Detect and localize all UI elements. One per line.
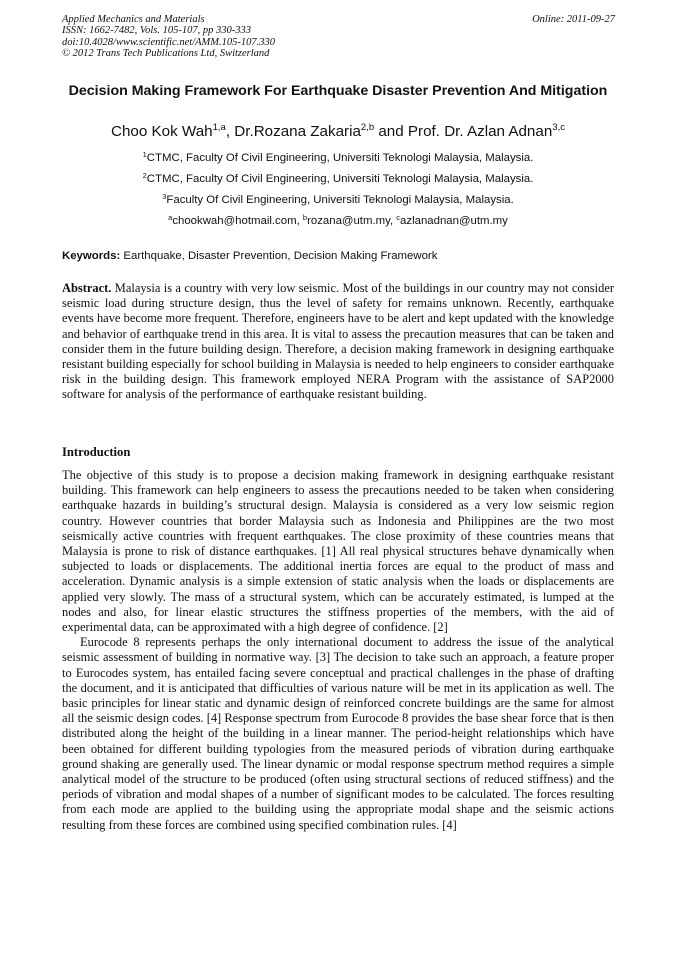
affiliation-2 [62,172,614,186]
author-name: Dr.Rozana Zakaria [234,123,361,140]
affiliation-text: Faculty Of Civil Engineering, Universiti Teknologi Malaysia, Malaysia. [166,194,514,206]
author-list [62,122,614,142]
email-line [62,214,614,228]
affiliation-3 [62,193,614,207]
email-superscript: a [168,213,173,222]
introduction-body [62,468,614,833]
keywords-text: Earthquake, Disaster Prevention, Decision Making Framework [120,250,438,262]
doi-line: doi:10.4028/www.scientific.net/AMM.105-107.330 [62,36,275,48]
affiliation-superscript: 1 [142,150,147,159]
affiliation-superscript: 2 [142,171,147,180]
abstract-label: Abstract. [62,281,112,295]
section-heading-introduction: Introduction [62,445,131,459]
author-name: Prof. Dr. Azlan Adnan [407,123,553,140]
email-superscript: c [396,213,401,222]
journal-header [62,14,275,60]
author-separator: , [225,123,235,140]
paragraph: The objective of this study is to propose a decision making framework in designing earthquake resistant building. This framework can help engineers to assess the precautions needed to be taken when considering earthquake hazards in building’s structural design. Malaysia is considered as a very low seismic region country. However countries that border Malaysia such as Indonesia and Philippines are the two most seismically active countries with frequent earthquakes. The close proximity of these countries means that Malaysia is prone to risk of distance earthquakes. [1] All real physical structures behave dynamically when subjected to loads or displacements. The additional inertia forces are equal to the product of mass and acceleration. Dynamic analysis is a simple extension of static analysis when the loads or displacements are applied very slowly. The mass of a structural system, which can be accurately estimated, is lumped at the nodes and also, for linear elastic structures the stiffness properties of the members, with the aid of experimental data, can be approximated with a high degree of confidence. [2] [62,468,614,635]
affiliation-text: CTMC, Faculty Of Civil Engineering, Universiti Teknologi Malaysia, Malaysia. [146,152,534,164]
email-address: azlanadnan@utm.my [400,215,508,227]
paper-title: Decision Making Framework For Earthquake Disaster Prevention And Mitigation [68,83,608,99]
online-date: Online: 2011-09-27 [532,14,615,25]
author-superscript: 3,c [552,122,565,133]
copyright-line: © 2012 Trans Tech Publications Ltd, Switzerland [62,48,270,60]
keywords-label: Keywords: [62,250,121,262]
affiliation-1 [62,151,614,165]
affiliation-text: CTMC, Faculty Of Civil Engineering, Universiti Teknologi Malaysia, Malaysia. [146,173,534,185]
author-superscript: 2,b [360,122,375,133]
email-superscript: b [302,213,308,222]
email-address: rozana@utm.my, [307,215,397,227]
journal-name: Applied Mechanics and Materials [62,14,205,25]
issn-line: ISSN: 1662-7482, Vols. 105-107, pp 330-333 [62,25,251,37]
keywords [62,249,614,263]
author-separator: and [374,123,408,140]
abstract [62,281,614,403]
author-superscript: 1,a [212,122,226,133]
paragraph: Eurocode 8 represents perhaps the only international document to address the issue of the analytical seismic assessment of building in normative way. [3] The decision to take such an approach, a feature proper to Eurocodes system, has entailed facing severe conceptual and practical challenges in the phase of drafting the document, and it is anticipated that difficulties of various nature will be met in its application as well. The basic principles for linear static and dynamic design of reinforced concrete buildings are the same for almost all the seismic design codes. [4] Response spectrum from Eurocode 8 provides the base shear force that is then distributed along the height of the building in a linear manner. The period-height relationships which have been obtained for different building typologies from the measured periods of vibration during earthquake ground shaking are generally used. The linear dynamic or modal response spectrum method requires a simple analytical model of the structure to be produced (often using structural sections of reduced stiffness) and the periods of vibration and modal shapes of a number of significant modes to be calculated. The forces resulting from each mode are applied to the building using the appropriate modal shape and the seismic actions resulting from these forces are combined using specified combination rules. [4] [62,635,614,832]
email-address: chookwah@hotmail.com, [172,215,303,227]
abstract-text: Malaysia is a country with very low seismic. Most of the buildings in our country may not consider seismic load during structure design, thus the level of safety for remains unknown. Recently, earthquake events have become more frequent. Therefore, engineers have to be alert and kept updated with the knowledge and behavior of earthquake trend in this area. It is vital to assess the precaution measures that can be taken and consider them in the future building design. Therefore, a decision making framework in designing earthquake resistant building especially for school building in Malaysia is needed to help engineers to consider earthquake risk in the building design. This framework employed NERA Program with the assistance of SAP2000 software for analysis of the performance of earthquake resistant building. [62,281,614,402]
author-name: Choo Kok Wah [111,123,213,140]
affiliation-superscript: 3 [162,192,167,201]
